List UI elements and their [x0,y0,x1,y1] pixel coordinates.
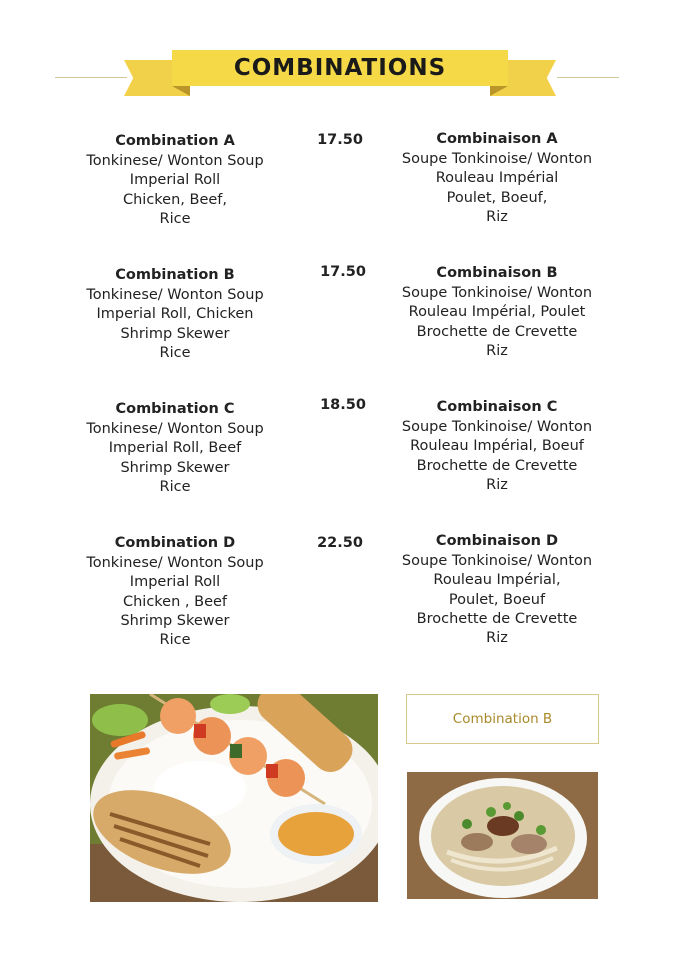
header-rule-right [557,77,619,78]
combo-c-english [75,400,275,497]
photo-caption [406,694,599,744]
combo-line: Poulet, Boeuf, [446,189,548,206]
combo-line: Soupe Tonkinoise/ Wonton [401,151,593,168]
header-rule-left [55,77,127,78]
combo-line: Soupe Tonkinoise/ Wonton [401,285,593,302]
caption-label: Combination B [452,711,553,727]
combo-line: Chicken , Beef [122,593,228,610]
combo-b-price: 17.50 [320,264,366,280]
combo-name: Combinaison A [436,131,558,147]
combo-line: Chicken, Beef, [122,191,228,208]
combo-a-price: 17.50 [317,132,363,148]
combo-line: Riz [486,476,508,493]
combo-line: Brochette de Crevette [416,457,578,474]
combo-line: Shrimp Skewer [120,612,230,629]
combo-d-english [75,534,275,650]
combo-name: Combination B [115,267,235,283]
combo-line: Tonkinese/ Wonton Soup [86,287,264,304]
combo-a-french [397,130,597,227]
combo-line: Rouleau Impérial, [433,572,561,589]
combo-name: Combinaison D [435,533,559,549]
combination-plate-photo [90,694,378,902]
combo-line: Tonkinese/ Wonton Soup [86,555,264,572]
combo-line: Riz [486,342,508,359]
combo-line: Imperial Roll, Beef [108,440,242,457]
combo-line: Brochette de Crevette [416,610,578,627]
combo-line: Soupe Tonkinoise/ Wonton [401,553,593,570]
soup-bowl-photo [407,772,598,899]
combo-line: Riz [486,208,508,225]
combo-name: Combination D [114,535,236,551]
combo-name: Combination A [115,133,235,149]
combo-name: Combination C [115,401,235,417]
combo-line: Rice [159,478,191,495]
combo-line: Soupe Tonkinoise/ Wonton [401,419,593,436]
combo-line: Rice [159,632,191,649]
combo-line: Rouleau Impérial, Poulet [408,304,586,321]
combo-line: Brochette de Crevette [416,323,578,340]
combination-plate-illustration [90,694,378,902]
combo-line: Rouleau Impérial, Boeuf [410,438,584,455]
combo-line: Rice [159,344,191,361]
combo-line: Riz [486,630,508,647]
combo-name: Combinaison B [436,265,558,281]
page-title: COMBINATIONS [233,55,447,81]
combo-line: Rouleau Impérial [435,170,559,187]
combo-d-french [397,532,597,648]
combo-c-price: 18.50 [320,397,366,413]
combo-b-french [397,264,597,361]
combo-c-french [397,398,597,495]
combo-line: Tonkinese/ Wonton Soup [86,421,264,438]
combo-b-english [75,266,275,363]
combo-line: Shrimp Skewer [120,459,230,476]
combo-line: Imperial Roll [129,172,221,189]
combo-d-price: 22.50 [317,535,363,551]
combo-line: Rice [159,210,191,227]
combo-a-english [75,132,275,229]
pho-bowl-illustration [407,772,598,899]
combo-line: Imperial Roll, Chicken [96,306,254,323]
combo-line: Imperial Roll [129,574,221,591]
title-ribbon [172,50,508,86]
combo-line: Tonkinese/ Wonton Soup [86,153,264,170]
combo-line: Shrimp Skewer [120,325,230,342]
combo-name: Combinaison C [436,399,558,415]
combo-line: Poulet, Boeuf [448,591,546,608]
